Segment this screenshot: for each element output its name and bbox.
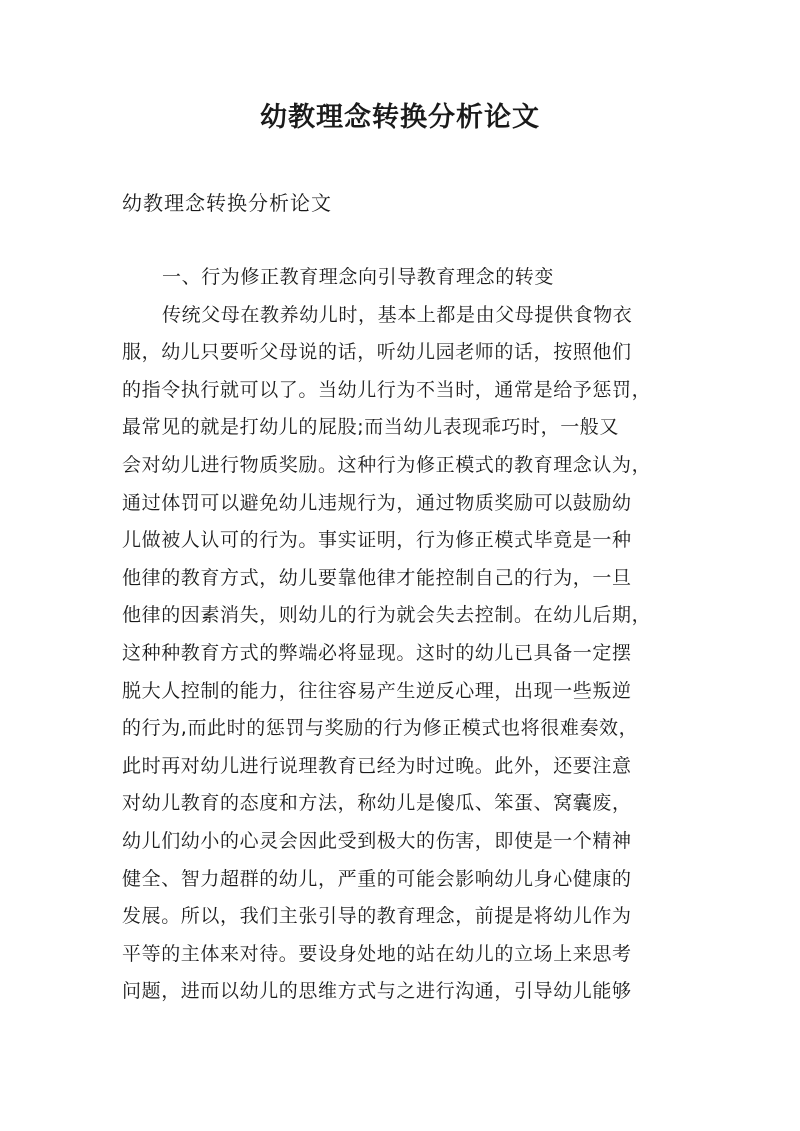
paragraph-line: 健全、智力超群的幼儿，严重的可能会影响幼儿身心健康的 [122,867,632,890]
paragraph-line: 这种种教育方式的弊端必将显现。这时的幼儿已具备一定摆 [122,641,632,664]
paragraph-line: 服，幼儿只要听父母说的话，听幼儿园老师的话，按照他们 [122,341,632,364]
document-body [122,259,692,1011]
paragraph-line: 脱大人控制的能力，往往容易产生逆反心理，出现一些叛逆 [122,679,632,702]
paragraph-line: 幼儿们幼小的心灵会因此受到极大的伤害，即使是一个精神 [122,829,632,852]
paragraph-line: 传统父母在教养幼儿时，基本上都是由父母提供食物衣 [162,303,633,326]
paragraph-line: 最常见的就是打幼儿的屁股;而当幼儿表现乖巧时，一般又 [122,416,620,439]
document-subtitle: 幼教理念转换分析论文 [122,191,332,215]
paragraph-line: 对幼儿教育的态度和方法，称幼儿是傻瓜、笨蛋、窝囊废， [122,792,632,815]
paragraph-line: 的行为,而此时的惩罚与奖励的行为修正模式也将很难奏效， [122,717,639,740]
paragraph-line: 问题，进而以幼儿的思维方式与之进行沟通，引导幼儿能够 [122,980,632,1003]
paragraph-line: 儿做被人认可的行为。事实证明，行为修正模式毕竟是一种 [122,529,632,552]
paragraph-line: 平等的主体来对待。要设身处地的站在幼儿的立场上来思考 [122,942,632,965]
paragraph-line: 会对幼儿进行物质奖励。这种行为修正模式的教育理念认为， [122,453,652,476]
section-heading: 一、行为修正教育理念向引导教育理念的转变 [162,266,555,288]
paragraph-line: 发展。所以，我们主张引导的教育理念，前提是将幼儿作为 [122,905,632,928]
paragraph-line: 通过体罚可以避免幼儿违规行为，通过物质奖励可以鼓励幼 [122,491,632,514]
paragraph-line: 他律的教育方式，幼儿要靠他律才能控制自己的行为，一旦 [122,566,632,589]
document-title: 幼教理念转换分析论文 [260,102,540,133]
paragraph-line: 此时再对幼儿进行说理教育已经为时过晚。此外，还要注意 [122,754,632,777]
paragraph-line: 他律的因素消失，则幼儿的行为就会失去控制。在幼儿后期， [122,604,652,627]
paragraph-line: 的指令执行就可以了。当幼儿行为不当时，通常是给予惩罚， [122,378,652,401]
